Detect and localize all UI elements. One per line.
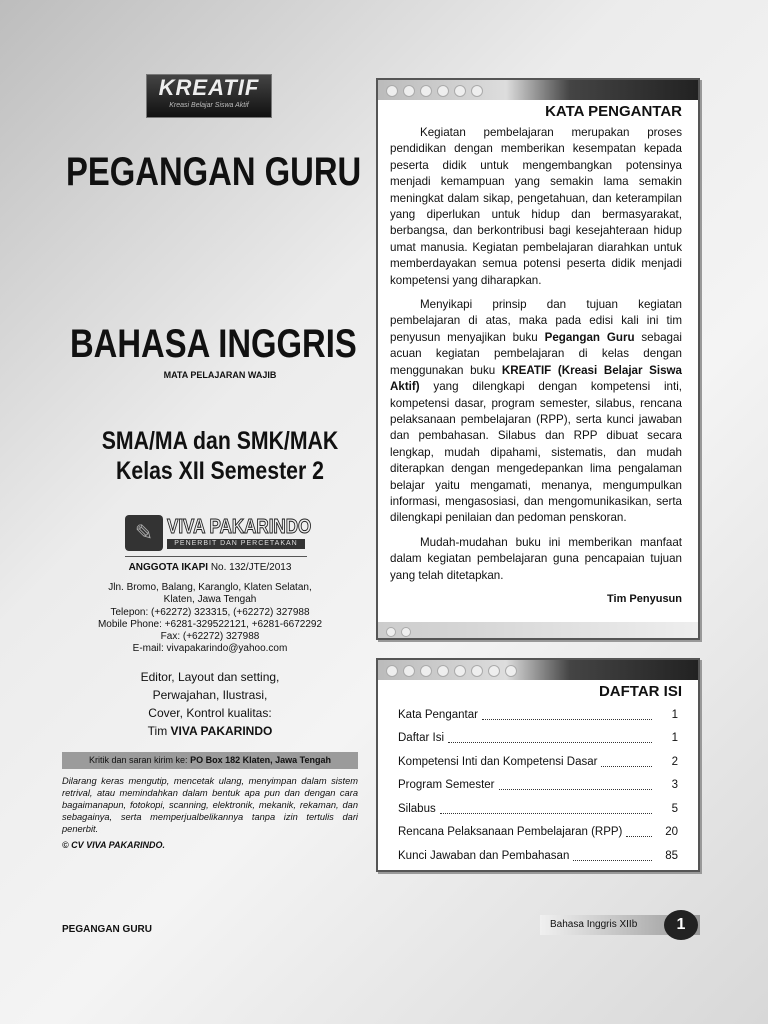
- toc-entry[interactable]: Rencana Pelaksanaan Pembelajaran (RPP) 20: [398, 826, 678, 839]
- toc-entry[interactable]: Program Semester 3: [398, 779, 678, 792]
- subject-title: BAHASA INGGRIS: [70, 322, 357, 366]
- publisher-logo: ✎ VIVA PAKARINDO PENERBIT DAN PERCETAKAN: [125, 515, 305, 551]
- book-title: PEGANGAN GURU: [66, 150, 362, 194]
- level: SMA/MA dan SMK/MAK Kelas XII Semester 2: [101, 427, 339, 485]
- signature: Tim Penyusun: [607, 592, 682, 605]
- page-number: 1: [664, 910, 698, 940]
- publisher-address: Jln. Bromo, Balang, Karanglo, Klaten Selatan, Klaten, Jawa Tengah Telepon: (+62272) 323315, (+62272) 327988 Mobile Phone: +6281-329522121, +6281-6672292 Fax: (+62272) 327988 E-mail: vivapakarindo@yahoo.com: [97, 582, 323, 655]
- toc-entry[interactable]: Kompetensi Inti dan Kompetensi Dasar 2: [398, 755, 678, 768]
- publisher-info: [60, 561, 360, 851]
- kata-pengantar-body: Kegiatan pembelajaran merupakan proses pendidikan dengan memberikan kesempatan kepada peserta didik untuk mengembangkan potensinya menjadi kemampuan yang semakin lama semakin meningkat dalam sikap, pengetahuan, dan keterampilan yang diperlukan untuk hidup dan bermasyarakat, berbangsa, dan berkontribusi bagi kesejahteraan hidup umat manusia. Kegiatan pembelajaran diarahkan untuk memberdayakan semua potensi peserta didik menjadi kompetensi yang diharapkan. Menyikapi prinsip dan tujuan kegiatan pembelajaran di atas, maka pada edisi kali ini tim penyusun menyajikan buku Pegangan Guru sebagai acuan kegiatan pembelajaran di kelas dengan menggunakan buku KREATIF (Kreasi Belajar Siswa Aktif) yang dilengkapi dengan kompetensi inti, kompetensi dasar, program semester, silabus, rencana pelaksanaan pembelajaran (RPP), serta kunci jawaban dan pembahasan. Silabus dan RPP dibuat secara lengkap, mudah dipahami, sistematis, dan mudah diterapkan dengan mengedepankan lima pengalaman belajar yaitu mengamati, menanya, mengumpulkan informasi, mengasosiasi, dan mengomunikasikan, serta dilengkapi penilaian dan pedoman penskoran. Mudah-mudahan buku ini memberikan manfaat dalam kegiatan pembelajaran guna pencapaian tujuan yang telah ditetapkan.: [390, 126, 682, 582]
- subject-note: MATA PELAJARAN WAJIB: [163, 370, 277, 380]
- credits: Editor, Layout dan setting, Perwajahan, Ilustrasi, Cover, Kontrol kualitas: Tim VIVA PAKARINDO: [140, 669, 280, 738]
- toc-entry[interactable]: Daftar Isi 1: [398, 732, 678, 745]
- toc-list: [378, 701, 698, 868]
- footer-band: [378, 622, 698, 638]
- kreatif-logo: KREATIF Kreasi Belajar Siswa Aktif: [146, 74, 272, 118]
- header-band: [378, 80, 698, 100]
- toc-entry[interactable]: Silabus 5: [398, 802, 678, 815]
- copyright-notice: Dilarang keras mengutip, mencetak ulang, menyimpan dalam sistem retrival, atau memindahkan dalam bentuk apa pun dan dengan cara bagaimanapun, fotokopi, scanning, elektronik, mekanik, rekaman, dan sebagainya, serta memperjualbelikannya tanpa izin tertulis dari penerbit.: [62, 775, 358, 834]
- publisher-emblem-icon: ✎: [125, 515, 163, 551]
- divider: [125, 556, 307, 557]
- header-band: [378, 660, 698, 680]
- footer-subject: Bahasa Inggris XIIb: [540, 915, 700, 935]
- toc-entry[interactable]: Kunci Jawaban dan Pembahasan 85: [398, 849, 678, 862]
- footer-book-title: PEGANGAN GURU: [62, 924, 153, 935]
- kata-pengantar-heading: KATA PENGANTAR: [545, 103, 682, 120]
- feedback-address-bar: Kritik dan saran kirim ke: PO Box 182 Klaten, Jawa Tengah: [62, 752, 358, 769]
- ikapi-membership: ANGGOTA IKAPI No. 132/JTE/2013: [128, 562, 292, 573]
- kata-pengantar-box: [376, 78, 700, 640]
- daftar-isi-heading: DAFTAR ISI: [598, 683, 682, 700]
- copyright: © CV VIVA PAKARINDO.: [62, 839, 165, 850]
- daftar-isi-box: [376, 658, 700, 872]
- toc-entry[interactable]: Kata Pengantar 1: [398, 708, 678, 721]
